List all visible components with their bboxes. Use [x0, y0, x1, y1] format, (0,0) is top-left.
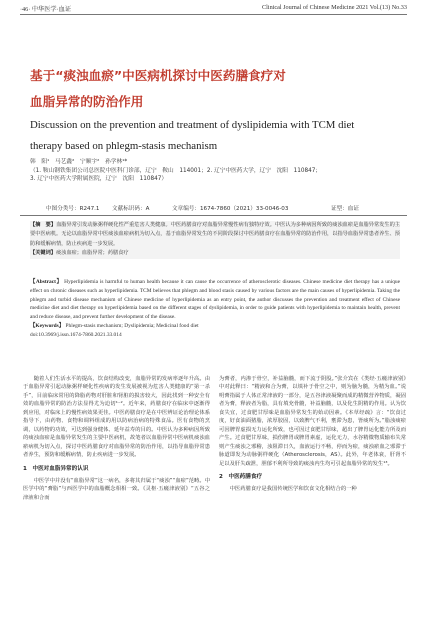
- keywords-en-label: 【Keywords】: [30, 322, 65, 329]
- proof-label: 证型：血证: [331, 206, 359, 212]
- body-column-left: [23, 375, 210, 502]
- keywords-en: Phlegm-stasis mechanism; Dyslipidemia; Medicinal food diet: [65, 322, 199, 329]
- title-en-line1: Discussion on the prevention and treatment of dyslipidemia with TCM diet: [30, 119, 355, 131]
- body-paragraph: 中医药膳食疗是我国传统医学和饮食文化相结合的一种: [229, 486, 357, 493]
- running-head-left: ·46· 中华医学·血证: [20, 6, 72, 13]
- abstract-cn-label: 【摘 要】: [30, 222, 57, 228]
- section-heading-2: 2 中医药膳食疗: [219, 473, 263, 480]
- author-names: 韩 阳¹ 马艺鑫² 宁顺宇² 孙学林¹*: [30, 159, 128, 165]
- section-heading-1: 1 中医对血脂异常的认识: [23, 465, 89, 472]
- keywords-cn: 痰浊血瘀；血脂异常；药膳食疗: [55, 250, 129, 257]
- header-rule: [20, 14, 407, 15]
- abstract-cn-text: 血脂异常引发动脉粥样硬化性严重危害人类健康。中医药膳食疗对血脂异常慢性病有独特疗效。中医认为多种病因所致的痰浊血瘀是血脂异常发生的主要中医病机。无论以血脂异常中医痰浊血瘀病机为切入点，基于血脂异常发生的不同阶段探讨中医药膳食疗在血脂异常的防治作用，以指导血脂异常患者养生、预防和缓解病情，防止疾病进一步发展。: [30, 222, 400, 247]
- abstract-en: [30, 278, 400, 340]
- title-cn-line2: 血脂异常的防治作用: [30, 94, 144, 109]
- author-affiliation-1: （1. 鞍山钢铁集团公司总医院中医科门诊部，辽宁 鞍山 114001；2. 辽宁中医药大学，辽宁 沈阳 110847；: [30, 167, 322, 174]
- abstract-en-text: Hyperlipidemia is harmful to human health because it can cause the occurrence of atherosclerotic diseases. Chinese medicine diet therapy has a unique effect on chronic diseases such as hyperlipidemia. TCM believes that phlegm and blood stasis caused by various factors are the main causes of hyperlipidemia. Taking the phlegm and turbid disease mechanism of Chinese medicine of hyperlipidemia as an entry point, the author discusses the prevention and treatment effect of Chinese medicine diet and diet therapy on hyperlipidemia based on the different stages of dyslipidemia, in order to guide patients with hyperlipidemia to maintain health, prevent and reduce disease, and prevent further development of the disease.: [30, 279, 400, 321]
- body-column-right: [219, 375, 406, 494]
- body-paragraph: 中医学中并没有“血脂异常”这一病名，多将其归属于“痰浊”“血瘀”范畴。中医学中的“膏脂”与西医学中的血脂概念相相一致。《灵枢·五癃津液别》“五谷之津液和合而: [23, 477, 210, 501]
- author-block: [30, 158, 410, 184]
- keywords-cn-label: 【关键词】: [30, 250, 56, 257]
- clc-number: 中图分类号：R247.1: [46, 206, 100, 212]
- document-code: 文献标识码：A: [112, 206, 150, 212]
- body-paragraph: 为膏者，内渗于骨空，补益脑髓，而下流于阴股。”张介宾在《类经·五癃津液别》中对此释曰：“精液和合为膏，以填补于骨空之中，则为脑为髓，为精为血。”说明膏指属于人体正常津液的一部分，是五谷津液凝聚而成的精微营养物质，凝固者为膏，释液者为脂，具有填充骨髓，补益脑髓，以及化生阴精的作用。认为饮食失宜，过食肥甘厚味是血脂异常发生的始动因素。《本草经疏》言：“饮食过度，好食油面猪脂，浓厚胶固，以致脾气不利，壅滞为患，皆痰所为。”脂浊痰瘀可因脾胃虚损无力运化所致，也可因过食肥甘厚味，超出了脾胃运化能力所及而产生。过食肥甘厚味，损伤脾胃或脾胃素虚，运化无力，水谷精微物质输布失常则产生痰浊之邪稽，浊阻滞日久，血液运行不畅，停而为瘀，痰浊瘀血之邪滞于脉道即发为动脉粥样硬化（Atherosclerosis，AS）。此外，年老体衰，肝肾不足以及肝失疏泄，胆郁不利所导致的痰浊内生均可引起血脂异常的发生¹³。: [219, 376, 406, 467]
- doi: doi:10.3969/j.issn.1674-7860.2021.33.014: [30, 331, 122, 338]
- abstract-en-label: 【Abstract】: [30, 279, 63, 285]
- meta-rule: [20, 215, 407, 216]
- running-head-right: Clinical Journal of Chinese Medicine 2021 Vol.(13) No.33: [262, 4, 407, 11]
- body-paragraph: 随着人们生活水平的提高，饮食结构改变，血脂异常的发病率逐年升高。由于血脂异常引起动脉粥样硬化性疾病的发生发展被视为危害人类健康的“第一杀手”，目前临床常用的降脂药物对肝脏和肾脏的损害较大，因此找到一种安全有效的血脂异常的防治方法显得尤为迫切¹⁻²。近年来，药膳食疗在临床中逐渐得到应用，对临床上的慢性病效果更佳。中医药膳食疗是在中医辨证论治理论体系指导下，由药物、食物和调料组成的用以防病治病的特殊食品。医有食物的烹调，以药物的功效，可达到强身健体、延年益寿的目的。中医认为多种病因所致的痰浊血瘀是血脂异常发生的主要中医病机，故笔者以血脂异常中医病机痰浊血瘀病机为切入点，探讨中医药膳食疗对血脂异常的防治作用，以指导血脂异常患者养生，预防和缓解病情，防止疾病进一步发展。: [23, 376, 210, 459]
- article-number: 文章编号：1674-7860（2021）33-0046-03: [172, 206, 289, 212]
- title-cn-line1: 基于“痰浊血瘀”中医病机探讨中医药膳食疗对: [30, 68, 286, 83]
- abstract-cn: [30, 221, 400, 259]
- title-en-line2: therapy based on phlegm-stasis mechanism: [30, 140, 218, 152]
- author-affiliation-2: 3. 辽宁中医药大学附属医院，辽宁 沈阳 110847）: [30, 176, 168, 182]
